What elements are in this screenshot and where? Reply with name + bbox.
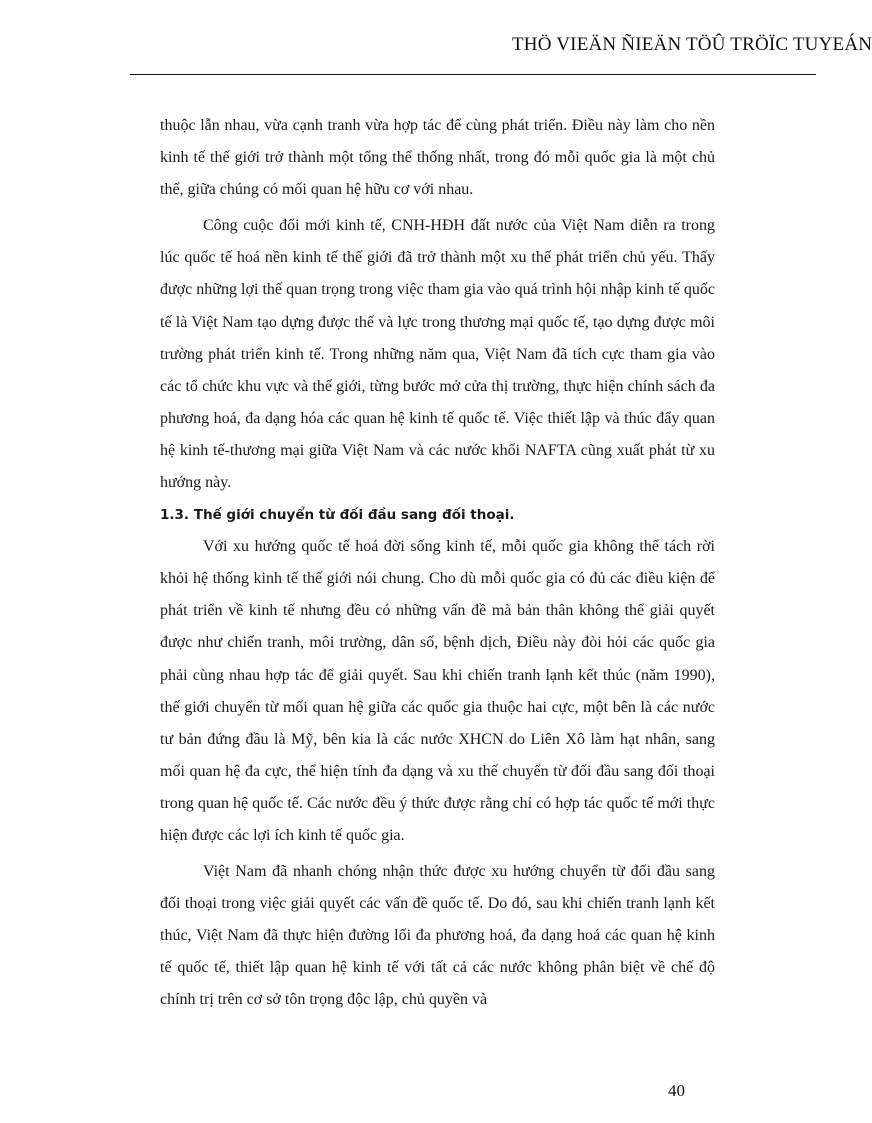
page-number: 40 [668,1081,685,1100]
body-paragraph: Với xu hướng quốc tế hoá đời sống kinh tế, mỗi quốc gia không thể tách rời khỏi hệ thống kinh tế thế giới nói chung. Cho dù mỗi quốc gia có đủ các điều kiện để phát triển về kinh tế nhưng đều có những vấn đề mà bản thân không thể giải quyết được như chiến tranh, môi trường, dân số, bệnh dịch, Điều này đòi hỏi các quốc gia phải cùng nhau hợp tác để giải quyết. Sau khi chiến tranh lạnh kết thúc (năm 1990), thế giới chuyển từ mối quan hệ giữa các quốc gia thuộc hai cực, một bên là các nước tư bản đứng đầu là Mỹ, bên kia là các nước XHCN do Liên Xô làm hạt nhân, sang mối quan hệ đa cực, thể hiện tính đa dạng và xu thế chuyển từ đối đầu sang đối thoại trong quan hệ quốc tế. Các nước đều ý thức được rằng chỉ có hợp tác quốc tế mới thực hiện được các lợi ích kinh tế quốc gia. [160,538,715,844]
body-paragraph: Việt Nam đã nhanh chóng nhận thức được xu hướng chuyển từ đối đầu sang đối thoại trong việc giải quyết các vấn đề quốc tế. Do đó, sau khi chiến tranh lạnh kết thúc, Việt Nam đã thực hiện đường lối đa phương hoá, đa dạng hoá các quan hệ kinh tế quốc tế, thiết lập quan hệ kinh tế với tất cả các nước không phân biệt về chế độ chính trị trên cơ sở tôn trọng độc lập, chủ quyền và [160,863,715,1009]
document-body [160,110,715,1021]
body-paragraph: Công cuộc đổi mới kinh tế, CNH-HĐH đất nước của Việt Nam diễn ra trong lúc quốc tế hoá nền kinh tế thế giới đã trở thành một xu thế phát triển chủ yếu. Thấy được những lợi thế quan trọng trong việc tham gia vào quá trình hội nhập kinh tế quốc tế là Việt Nam tạo dựng được thế và lực trong thương mại quốc tế, tạo dựng được môi trường phát triển kinh tế. Trong những năm qua, Việt Nam đã tích cực tham gia vào các tổ chức khu vực và thế giới, từng bước mở cửa thị trường, thực hiện chính sách đa phương hoá, đa dạng hóa các quan hệ kinh tế quốc tế. Việc thiết lập và thúc đẩy quan hệ kinh tế-thương mại giữa Việt Nam và các nước khối NAFTA cũng xuất phát từ xu hướng này. [160,217,715,492]
header-rule [130,74,816,75]
page-header [0,34,872,74]
body-paragraph: thuộc lẫn nhau, vừa cạnh tranh vừa hợp tác để cùng phát triển. Điều này làm cho nền kinh tế thế giới trở thành một tổng thể thống nhất, trong đó mỗi quốc gia là một chủ thể, giữa chúng có mối quan hệ hữu cơ với nhau. [160,117,715,199]
header-title: THÖ VIEÄN ÑIEÄN TÖÛ TRÖÏC TUYEÁN [512,34,872,55]
section-heading: 1.3. Thế giới chuyển từ đối đầu sang đối thoại. [160,507,515,524]
